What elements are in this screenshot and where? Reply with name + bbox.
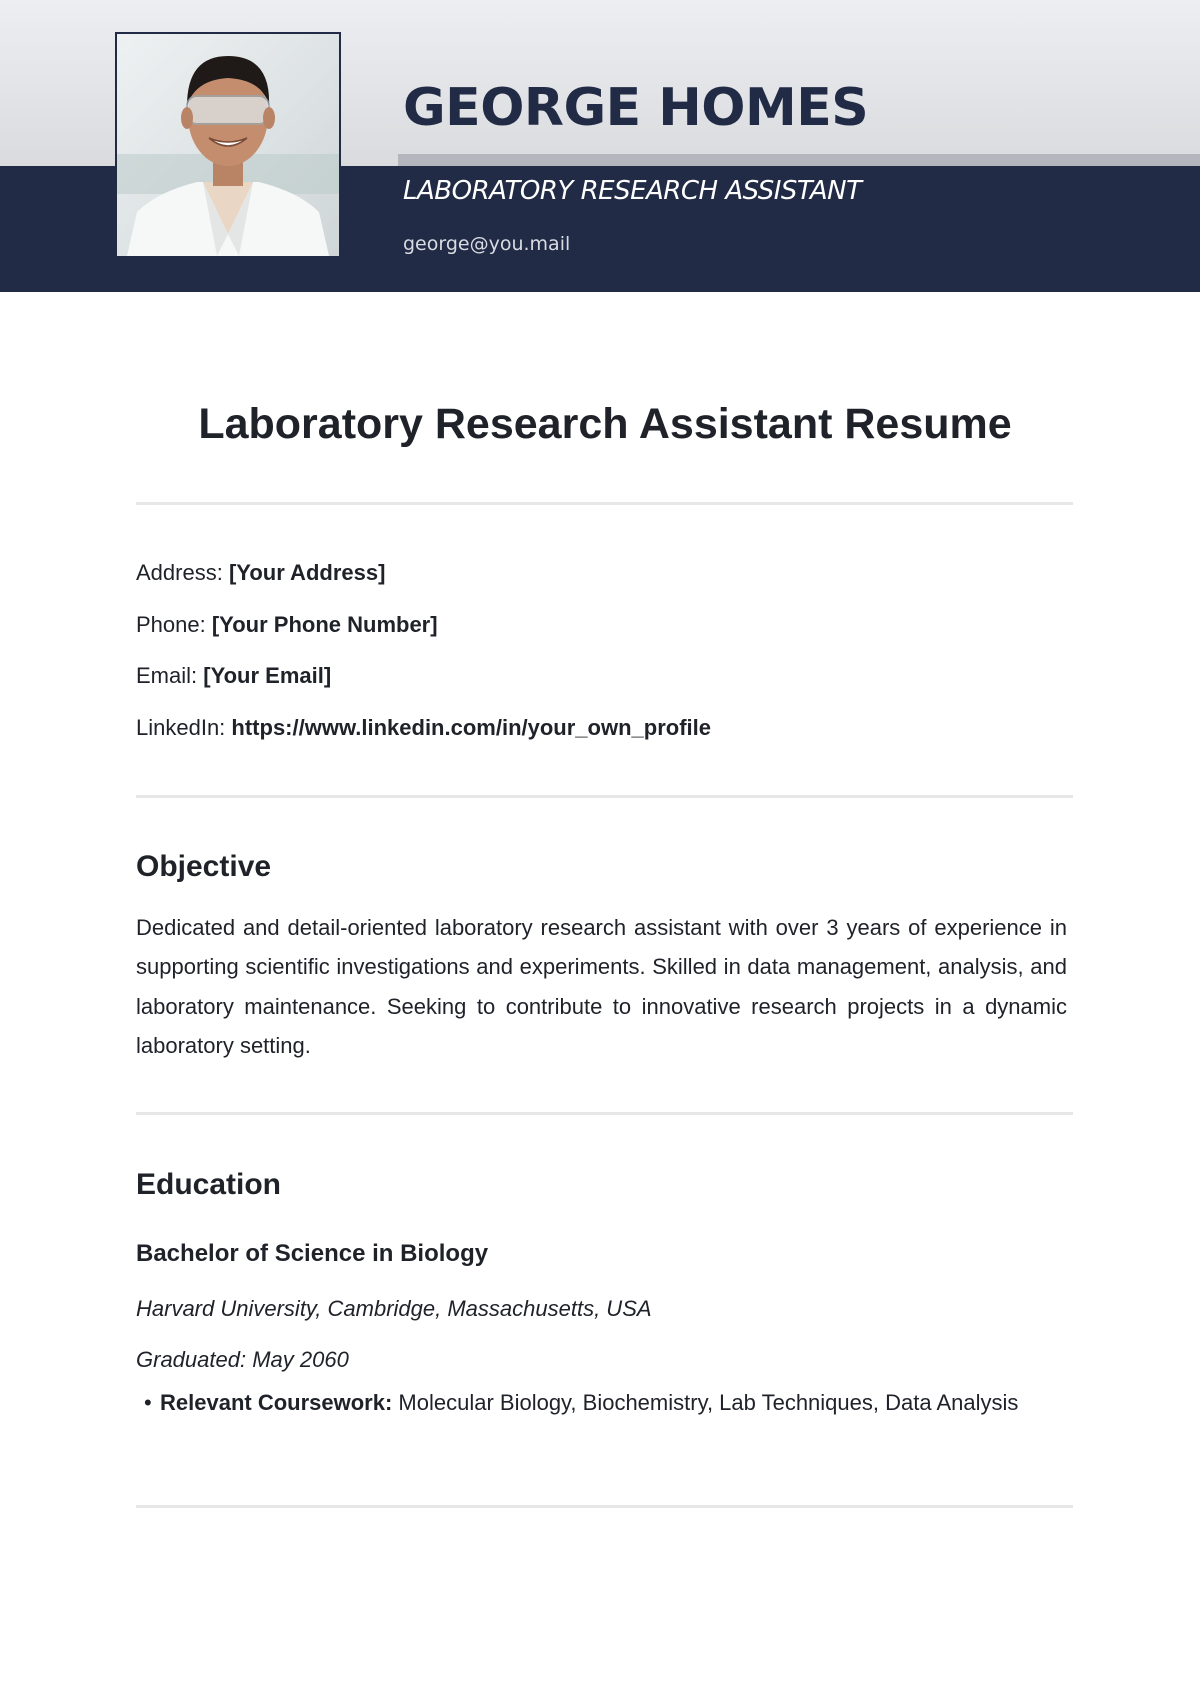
- coursework-list: [136, 1383, 1042, 1422]
- divider: [136, 1505, 1073, 1508]
- contact-address-value: [Your Address]: [228, 560, 386, 585]
- degree-title: Bachelor of Science in Biology: [136, 1240, 489, 1267]
- contact-address-label: Address:: [136, 560, 223, 585]
- resume-header: [0, 0, 1200, 292]
- contact-linkedin-link[interactable]: https://www.linkedin.com/in/your_own_profile: [231, 715, 711, 740]
- coursework-text: Molecular Biology, Biochemistry, Lab Techniques, Data Analysis: [398, 1390, 1019, 1415]
- list-item: [136, 1383, 1042, 1422]
- contact-linkedin: [136, 715, 711, 741]
- candidate-name: GEORGE HOMES: [403, 78, 869, 138]
- contact-phone: [136, 612, 438, 638]
- header-email: george@you.mail: [403, 233, 571, 255]
- header-accent-stripe: [398, 154, 1200, 166]
- school-location: Harvard University, Cambridge, Massachusetts, USA: [136, 1296, 652, 1321]
- objective-heading: Objective: [136, 850, 272, 883]
- objective-text: Dedicated and detail-oriented laboratory research assistant with over 3 years of experience in supporting scientific investigations and experiments. Skilled in data management, analysis, and laboratory maintenance. Seeking to contribute to innovative research projects in a dynamic laboratory setting.: [136, 915, 1067, 1058]
- contact-linkedin-label: LinkedIn:: [136, 715, 226, 740]
- candidate-role: LABORATORY RESEARCH ASSISTANT: [403, 176, 862, 206]
- contact-email-value: [Your Email]: [203, 663, 332, 688]
- contact-email-label: Email:: [136, 663, 198, 688]
- contact-address: [136, 560, 385, 586]
- divider: [136, 1112, 1073, 1115]
- bullet-icon: •: [144, 1390, 152, 1415]
- profile-photo: [115, 32, 341, 258]
- education-heading: Education: [136, 1168, 282, 1201]
- graduation-date: Graduated: May 2060: [136, 1347, 349, 1372]
- contact-phone-value: [Your Phone Number]: [211, 612, 438, 637]
- coursework-label: Relevant Coursework:: [160, 1390, 393, 1415]
- contact-email: [136, 663, 331, 689]
- document-title: Laboratory Research Assistant Resume: [198, 400, 1012, 448]
- divider: [136, 502, 1073, 505]
- contact-phone-label: Phone:: [136, 612, 206, 637]
- profile-portrait-illustration: [117, 34, 339, 256]
- divider: [136, 795, 1073, 798]
